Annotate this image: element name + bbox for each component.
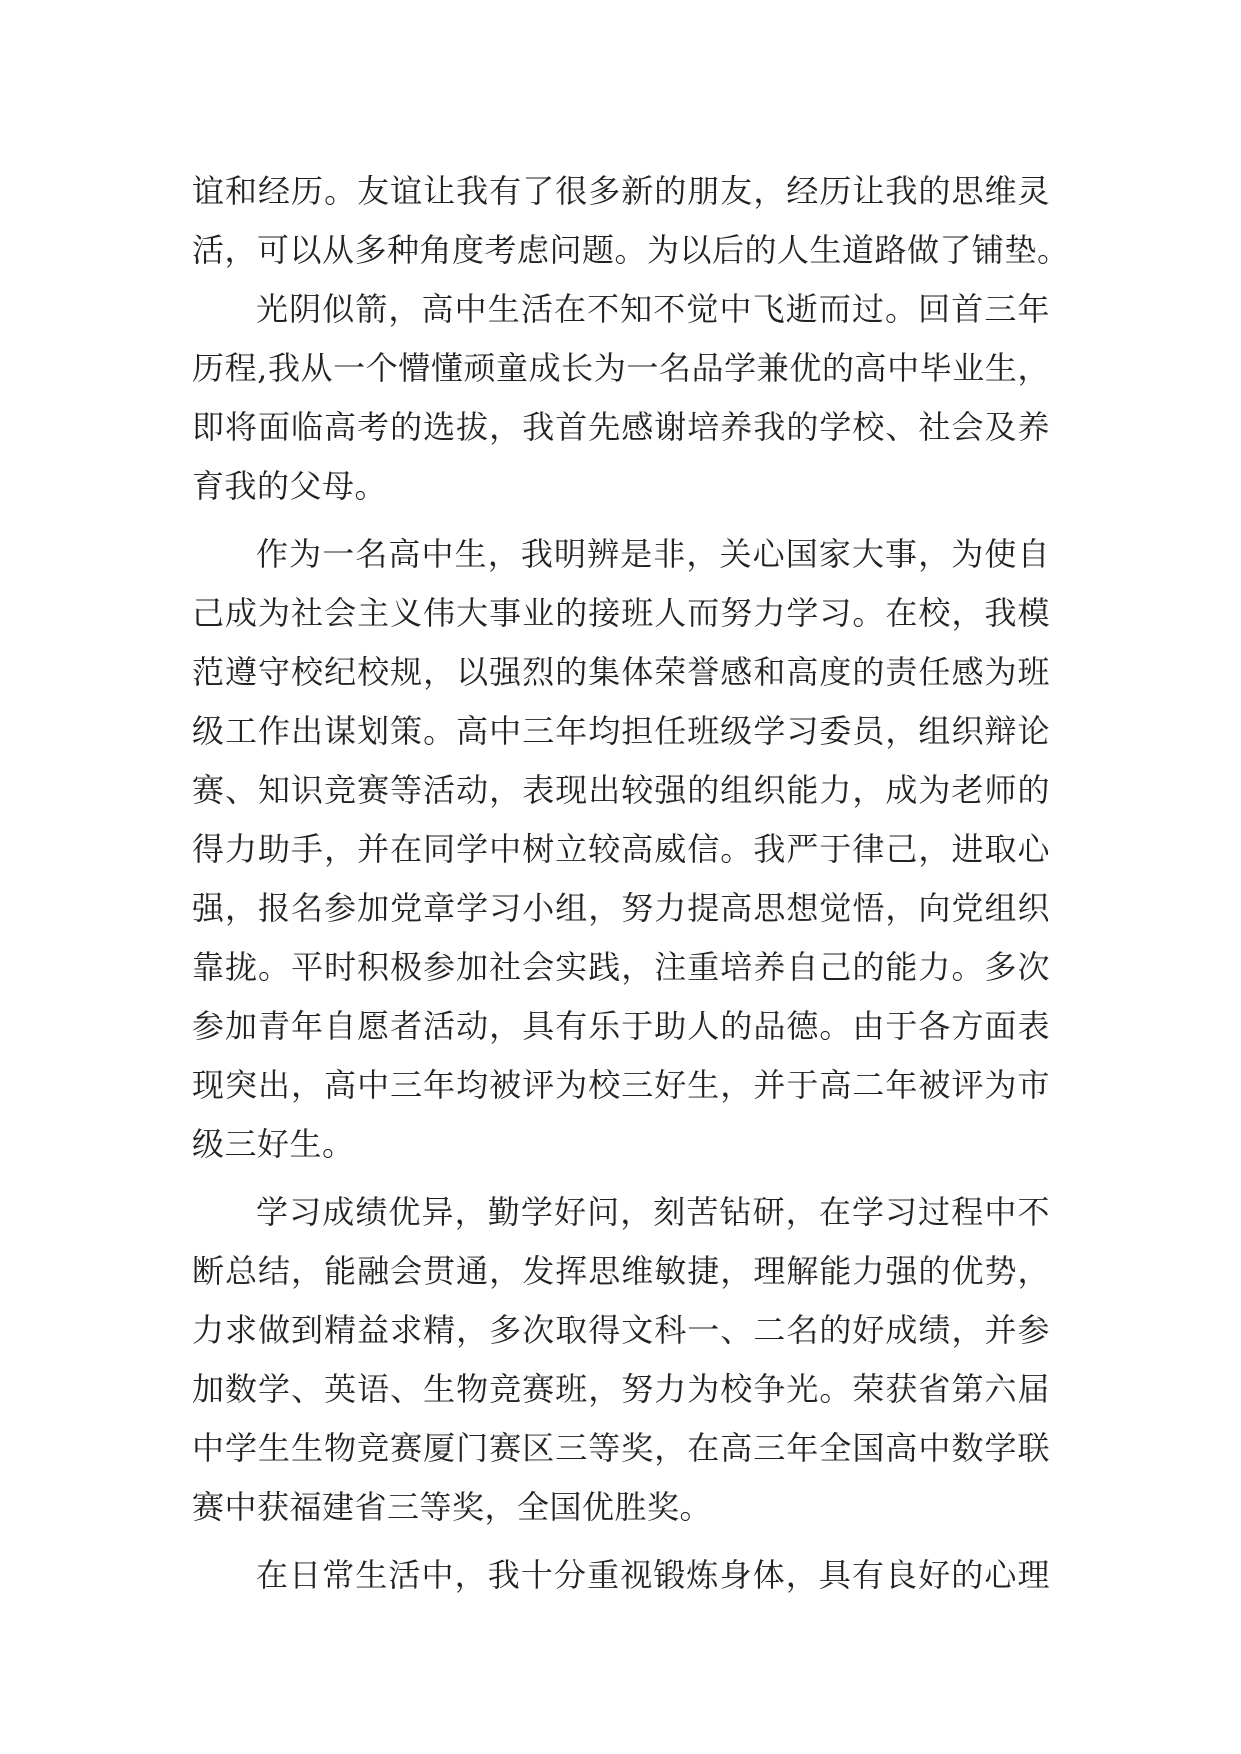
- text-line: 力求做到精益求精，多次取得文科一、二名的好成绩，并参: [192, 1311, 1050, 1349]
- text-line: 中学生生物竞赛厦门赛区三等奖，在高三年全国高中数学联: [192, 1429, 1050, 1467]
- paragraph-gap: [192, 516, 1050, 525]
- text-line: 强，报名参加党章学习小组，努力提高思想觉悟，向党组织: [192, 889, 1050, 927]
- text-line: 范遵守校纪校规，以强烈的集体荣誉感和高度的责任感为班: [192, 653, 1050, 691]
- paragraph-gap: [192, 1537, 1050, 1546]
- text-line: 赛中获福建省三等奖，全国优胜奖。: [192, 1488, 713, 1526]
- text-line: 作为一名高中生，我明辨是非，关心国家大事，为使自: [256, 535, 1050, 573]
- paragraph-gap: [192, 1174, 1050, 1183]
- text-line: 历程,我从一个懵懂顽童成长为一名品学兼优的高中毕业生，: [192, 349, 1050, 387]
- text-line: 得力助手，并在同学中树立较高威信。我严于律己，进取心: [192, 830, 1050, 868]
- text-line: 级工作出谋划策。高中三年均担任班级学习委员，组织辩论: [192, 712, 1050, 750]
- text-line: 级三好生。: [192, 1125, 355, 1163]
- text-line: 学习成绩优异，勤学好问，刻苦钻研，在学习过程中不: [256, 1193, 1050, 1231]
- document-body: [192, 162, 1070, 1605]
- text-line: 赛、知识竞赛等活动，表现出较强的组织能力，成为老师的: [192, 771, 1050, 809]
- text-line: 育我的父母。: [192, 467, 388, 505]
- text-line: 光阴似箭，高中生活在不知不觉中飞逝而过。回首三年: [256, 290, 1050, 328]
- text-line: 靠拢。平时积极参加社会实践，注重培养自己的能力。多次: [192, 948, 1050, 986]
- text-line: 即将面临高考的选拔，我首先感谢培养我的学校、社会及养: [192, 408, 1050, 446]
- text-line: 谊和经历。友谊让我有了很多新的朋友，经历让我的思维灵: [192, 172, 1050, 210]
- text-line: 活，可以从多种角度考虑问题。为以后的人生道路做了铺垫。: [192, 231, 1070, 269]
- text-line: 在日常生活中，我十分重视锻炼身体，具有良好的心理: [256, 1556, 1050, 1594]
- text-line: 加数学、英语、生物竞赛班，努力为校争光。荣获省第六届: [192, 1370, 1050, 1408]
- text-line: 现突出，高中三年均被评为校三好生，并于高二年被评为市: [192, 1066, 1050, 1104]
- text-line: 己成为社会主义伟大事业的接班人而努力学习。在校，我模: [192, 594, 1050, 632]
- text-line: 参加青年自愿者活动，具有乐于助人的品德。由于各方面表: [192, 1007, 1050, 1045]
- text-line: 断总结，能融会贯通，发挥思维敏捷，理解能力强的优势，: [192, 1252, 1050, 1290]
